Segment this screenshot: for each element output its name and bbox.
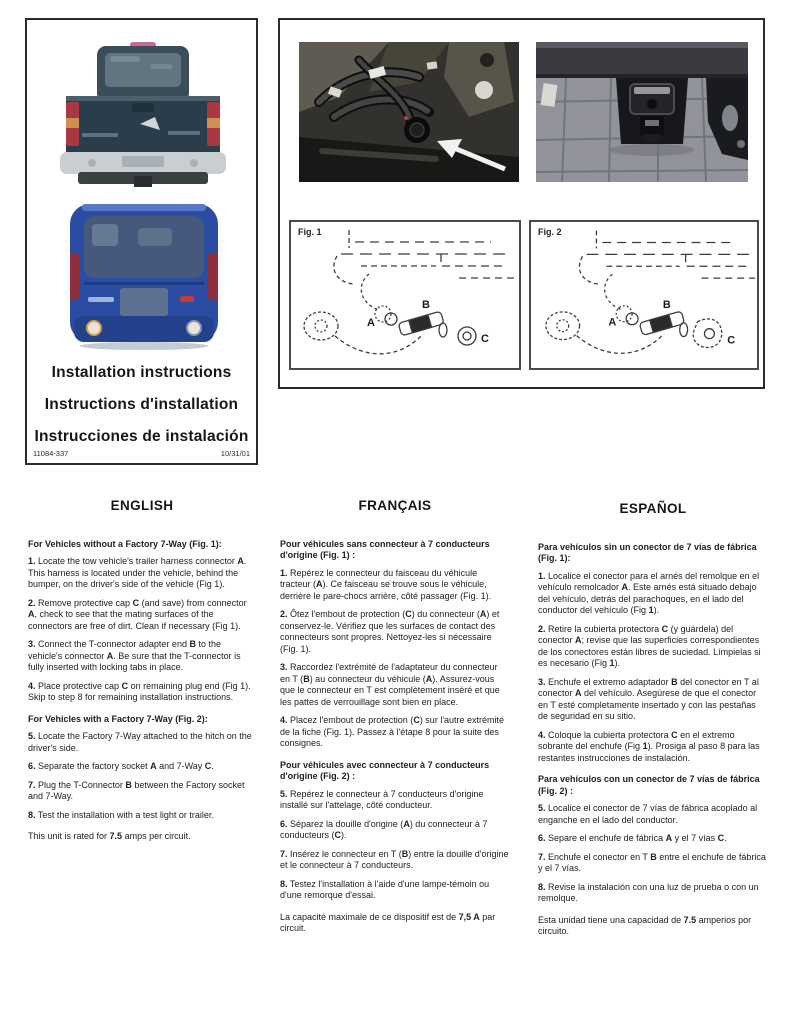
photos-box	[278, 18, 765, 389]
figure-1-diagram	[291, 222, 519, 368]
figure-1-label: Fig. 1	[298, 227, 322, 237]
part-number: 11084-337	[33, 449, 69, 458]
step-item: 1. Repérez le connecteur du faisceau du véhicule tracteur (A). Ce faisceau se trouve sous le véhicule, derrière le pare-chocs arrière, côté passager (Fig. 1).	[280, 567, 492, 601]
column-title-english: ENGLISH	[110, 498, 174, 513]
step-item: 7. Enchufe el conector en T B entre el enchufe de fábrica y el 7 vías.	[538, 851, 766, 873]
step-item: 5. Repérez le connecteur à 7 conducteurs d'origine installé sur l'attelage, côté conducteur.	[280, 788, 484, 810]
figure-1-box	[289, 220, 521, 370]
revision-date: 10/31/01	[220, 449, 250, 458]
figure-2-diagram	[531, 222, 757, 368]
figure-2-box	[529, 220, 759, 370]
step-item: 2. Remove protective cap C (and save) from connector A, check to see that the mating surfaces of the connectors are free of dirt. Clean if necessary (Fig 1).	[28, 597, 247, 631]
step-item: 8. Testez l'installation à l'aide d'une lampe-témoin ou d'une remorque d'essai.	[280, 878, 490, 900]
step-item: 5. Locate the Factory 7-Way attached to the hitch on the driver's side.	[28, 731, 252, 753]
step-item: 3. Enchufe el extremo adaptador B del conector en T al conector A del vehículo. Asegúrese de que el conector en T esté completamente insertado y con las pestañas de seguridad en su sitio.	[538, 676, 759, 721]
truck-rear-illustration	[52, 40, 234, 190]
rating-note: This unit is rated for 7.5 amps per circuit.	[28, 831, 191, 841]
step-item: 2. Retire la cubierta protectora C (y guárdela) del conector A; revise que las superficies correspondientes de los conectores están libres de suciedad. Límpielas si es necesario (Fig 1).	[538, 623, 761, 668]
figure-2-label: Fig. 2	[538, 227, 562, 237]
suv-rear-photo	[54, 198, 234, 352]
title-box	[25, 18, 258, 465]
connector-label-c: C	[727, 334, 736, 347]
step-item: 2. Ôtez l'embout de protection (C) du connecteur (A) et conservez-le. Vérifiez que les surfaces de contact des connecteurs sont propres. Nettoyez-les si nécessaire (Fig. 1).	[280, 609, 500, 654]
step-item: 7. Plug the T-Connector B between the Factory socket and 7-Way.	[28, 779, 245, 801]
column-english	[28, 500, 256, 850]
factory-7way-illustration	[536, 42, 748, 182]
column-french	[280, 500, 510, 942]
rating-note: La capacité maximale de ce dispositif est de 7,5 A par circuit.	[280, 911, 496, 933]
step-item: 6. Separe el enchufe de fábrica A y el 7 vías C.	[538, 833, 727, 843]
suv-rear-illustration	[54, 198, 234, 352]
step-item: 4. Place protective cap C on remaining plug end (Fig 1). Skip to step 8 for remaining installation instructions.	[28, 680, 251, 702]
step-item: 4. Placez l'embout de protection (C) sur l'autre extrémité de la fiche (Fig. 1). Passez à l'étape 8 pour la suite des consignes.	[280, 715, 505, 748]
underbody-harness-photo	[299, 42, 519, 182]
rating-note: Esta unidad tiene una capacidad de 7.5 amperios por circuito.	[538, 914, 752, 936]
title-line-english: Installation instructions	[51, 364, 232, 381]
truck-rear-photo	[52, 40, 234, 190]
section-heading: Para vehículos sin un conector de 7 vías de fábrica (Fig. 1):	[538, 541, 757, 563]
connector-label-a: A	[367, 317, 375, 329]
step-item: 1. Localice el conector para el arnés del remolque en el vehículo remolcador A. Este arnés está situado debajo del vehículo, detrás del parachoques, en el lado del conductor del vehículo (Fig 1).	[538, 570, 760, 615]
column-title-french: FRANÇAIS	[358, 498, 432, 513]
connector-label-c: C	[481, 333, 489, 345]
title-line-spanish: Instrucciones de instalación	[34, 428, 249, 445]
step-item: 8. Revise la instalación con una luz de prueba o con un remolque.	[538, 881, 759, 903]
section-heading: Para vehículos con un conector de 7 vías de fábrica (Fig. 2) :	[538, 774, 760, 796]
step-item: 3. Raccordez l'extrémité de l'adaptateur du connecteur en T (B) au connecteur du véhicule (A). Assurez-vous que le connecteur en T est complètement inséré et que les pattes de verrouillage sont bien en place.	[280, 662, 500, 707]
step-item: 5. Localice el conector de 7 vías de fábrica acoplado al enganche en el lado del conductor.	[538, 803, 758, 825]
section-heading: For Vehicles with a Factory 7-Way (Fig. 2):	[28, 713, 208, 724]
step-item: 8. Test the installation with a test light or trailer.	[28, 809, 214, 820]
connector-label-b: B	[662, 298, 671, 311]
step-item: 4. Coloque la cubierta protectora C en el extremo sobrante del enchufe (Fig 1). Prosiga al paso 8 para las restantes instrucciones de instalación.	[538, 729, 760, 763]
section-heading: For Vehicles without a Factory 7-Way (Fig. 1):	[28, 538, 222, 549]
step-item: 6. Separate the factory socket A and 7-Way C.	[28, 761, 214, 771]
connector-label-b: B	[422, 299, 430, 311]
step-item: 1. Locate the tow vehicle's trailer harness connector A. This harness is located under the vehicle, behind the bumper, on the driver's side of the vehicle (Fig 1).	[28, 556, 247, 589]
column-title-spanish: ESPAÑOL	[619, 501, 687, 516]
section-heading: Pour véhicules avec connecteur à 7 conducteurs d'origine (Fig. 2) :	[280, 759, 490, 781]
step-item: 6. Séparez la douille d'origine (A) du connecteur à 7 conducteurs (C).	[280, 818, 488, 840]
column-spanish	[538, 503, 768, 945]
step-item: 3. Connect the T-connector adapter end B to the vehicle's connector A. Be sure that the T-connector is fully inserted with locking tabs in place.	[28, 639, 241, 672]
factory-7way-photo	[536, 42, 748, 182]
underbody-harness-illustration	[299, 42, 519, 182]
connector-label-a: A	[608, 316, 617, 329]
section-heading: Pour véhicules sans connecteur à 7 conducteurs d'origine (Fig. 1) :	[280, 538, 490, 560]
step-item: 7. Insérez le connecteur en T (B) entre la douille d'origine et le connecteur à 7 conducteurs.	[280, 848, 509, 870]
title-line-french: Instructions d'installation	[44, 396, 239, 413]
